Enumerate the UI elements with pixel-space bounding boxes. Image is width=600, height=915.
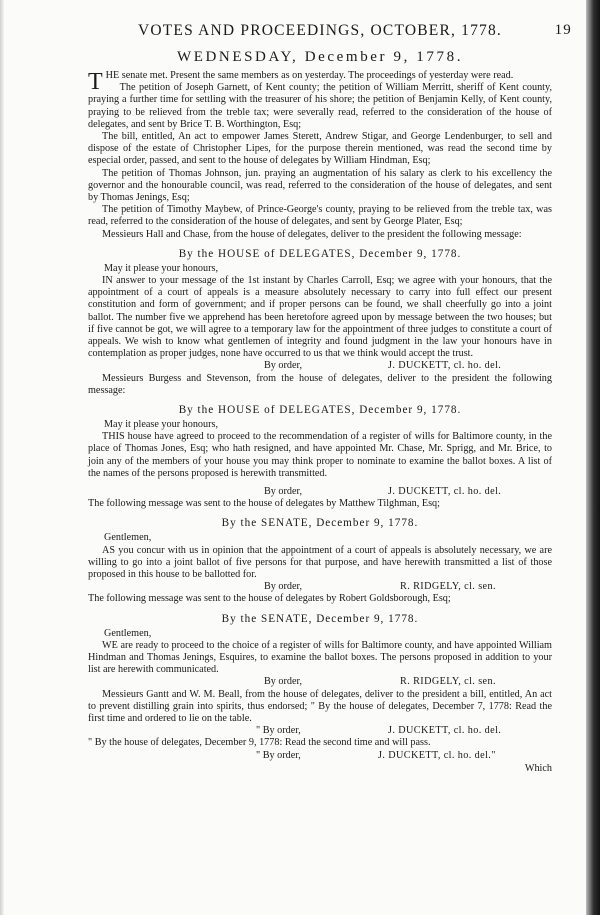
paragraph-court-of-appeals: IN answer to your message of the 1st instant by Charles Carroll, Esq; we agree with your honours, that the appointment of a court of appeals is a measure absolutely necessary to carry into full effect our present constitution and form of government; and if proper persons can be found, we shall cheerfully go into a joint ballot. The number five we apprehend has been heretofore agreed upon by message between the two houses; but if five cannot be got, we will agree to a temporary law for the appointment of three judges to constitute a court of appeals. We wish to know what gentlemen of integrity and found judgment in the law your honours have in contemplation as proper judges, none have occurred to us that we think would accept the trust. [88, 275, 552, 360]
signature-by-order: " By order, [256, 725, 301, 737]
section-heading-senate-1: By the SENATE, December 9, 1778. [221, 517, 419, 530]
signature-name: R. RIDGELY, cl. sen. [400, 581, 496, 593]
salutation: May it please your honours, [104, 262, 219, 274]
signature-line [88, 581, 552, 593]
signature-line [88, 360, 552, 372]
page-edge-left [0, 0, 4, 915]
section-heading-delegates-2: By the HOUSE of DELEGATES, December 9, 1778. [178, 404, 462, 417]
salutation: Gentlemen, [104, 627, 152, 639]
paragraph-goldsborough-message: The following message was sent to the house of delegates by Robert Goldsborough, Esq; [88, 593, 451, 605]
signature-name: J. DUCKETT, cl. ho. del. [388, 360, 502, 372]
paragraph-register-of-wills: THIS house have agreed to proceed to the recommendation of a register of wills for Baltimore county, in the place of Thomas Jones, Esq; who hath resigned, and have appointed Mr. Chase, Mr. Sprigg, and Mr. Brice, to join any of the members of your house you may think proper to nominate to examine the ballot boxes. A list of the names of the persons proposed is herewith transmitted. [88, 431, 552, 479]
section-heading-senate-2: By the SENATE, December 9, 1778. [221, 612, 419, 625]
signature-by-order: By order, [264, 676, 303, 688]
signature-name: R. RIDGELY, cl. sen. [400, 676, 496, 688]
page-edge-shadow [586, 0, 600, 915]
section-heading-delegates-1: By the HOUSE of DELEGATES, December 9, 1778. [178, 247, 462, 260]
signature-line [88, 486, 552, 498]
running-head [88, 22, 572, 44]
running-head-title: VOTES AND PROCEEDINGS, OCTOBER, 1778. [137, 22, 503, 39]
paragraph-tilghman-message: The following message was sent to the house of delegates by Matthew Tilghman, Esq; [88, 498, 440, 510]
paragraph-bill-sterett: The bill, entitled, An act to empower James Sterett, Andrew Stigar, and George Lendenburger, to sell and dispose of the estate of Christopher Lipes, for the purpose therein mentioned, was read the second time by especial order, passed, and sent to the house of delegates by William Hindman, Esq; [88, 131, 552, 167]
signature-line [88, 725, 552, 737]
salutation: Gentlemen, [104, 532, 152, 544]
paragraph-petition-johnson: The petition of Thomas Johnson, jun. praying an augmentation of his salary as clerk to his excellency the governor and the honourable council, was read, referred to the consideration of the house of delegates, and sent by Thomas Jenings, Esq; [88, 167, 552, 204]
signature-by-order: By order, [264, 486, 303, 498]
paragraph-hall-chase: Messieurs Hall and Chase, from the house of delegates, deliver to the president the following message: [102, 228, 522, 240]
paragraph-burgess-stevenson: Messieurs Burgess and Stevenson, from the house of delegates, deliver to the president the following message: [88, 372, 552, 396]
paragraph-senate-met [88, 69, 552, 95]
paragraph-gantt-beall-bill: Messieurs Gantt and W. M. Beall, from the house of delegates, deliver to the president a bill, entitled, An act to prevent distilling grain into spirits, thus endorsed; " By the house of delegates, December 7, 1778: Read the first time and ordered to lie on the table. [88, 688, 552, 725]
paragraph-petition-maybew: The petition of Timothy Maybew, of Prince-George's county, praying to be relieved from the treble tax, was read, referred to the consideration of the house of delegates, and sent by George Plater, Esq; [88, 204, 552, 228]
paragraph-petitions-kent: The petition of Joseph Garnett, of Kent county; the petition of William Merritt, sheriff of Kent county, praying a further time for settling with the treasurer of his shore; the petition of Benjamin Kelly, of Kent county, praying to be relieved from the treble tax; were severally read, referred to the consideration of the house of delegates, and sent by Brice T. B. Worthington, Esq; [88, 82, 552, 130]
signature-line [88, 750, 552, 762]
paragraph-text: HE senate met. Present the same members as on yesterday. The proceedings of yesterday were read. [105, 70, 514, 81]
catchword: Which [524, 762, 552, 774]
paragraph-choice-register: WE are ready to proceed to the choice of a register of wills for Baltimore county, and have appointed William Hindman and Thomas Jenings, Esquires, to examine the ballot boxes. The persons proposed in addition to your list are herewith communicated. [88, 639, 552, 676]
day-title: WEDNESDAY, December 9, 1778. [176, 49, 464, 65]
signature-line [88, 676, 552, 688]
signature-by-order: By order, [264, 581, 303, 593]
salutation: May it please your honours, [104, 419, 219, 431]
signature-name: J. DUCKETT, cl. ho. del." [378, 749, 496, 761]
signature-name: J. DUCKETT, cl. ho. del. [388, 486, 502, 498]
signature-name: J. DUCKETT, cl. ho. del. [388, 725, 502, 737]
drop-cap: T [88, 69, 103, 95]
signature-by-order: " By order, [256, 749, 301, 761]
signature-by-order: By order, [264, 360, 303, 372]
paragraph-joint-ballot: AS you concur with us in opinion that the appointment of a court of appeals is absolutely necessary, we are willing to go into a joint ballot of five persons for that purpose, and have herewith transmitted a list of those proposed in this house to be ballotted for. [88, 544, 552, 581]
page-number: 19 [554, 22, 572, 38]
paragraph-second-reading: " By the house of delegates, December 9, 1778: Read the second time and will pass. [88, 737, 431, 749]
page-content [88, 22, 572, 775]
